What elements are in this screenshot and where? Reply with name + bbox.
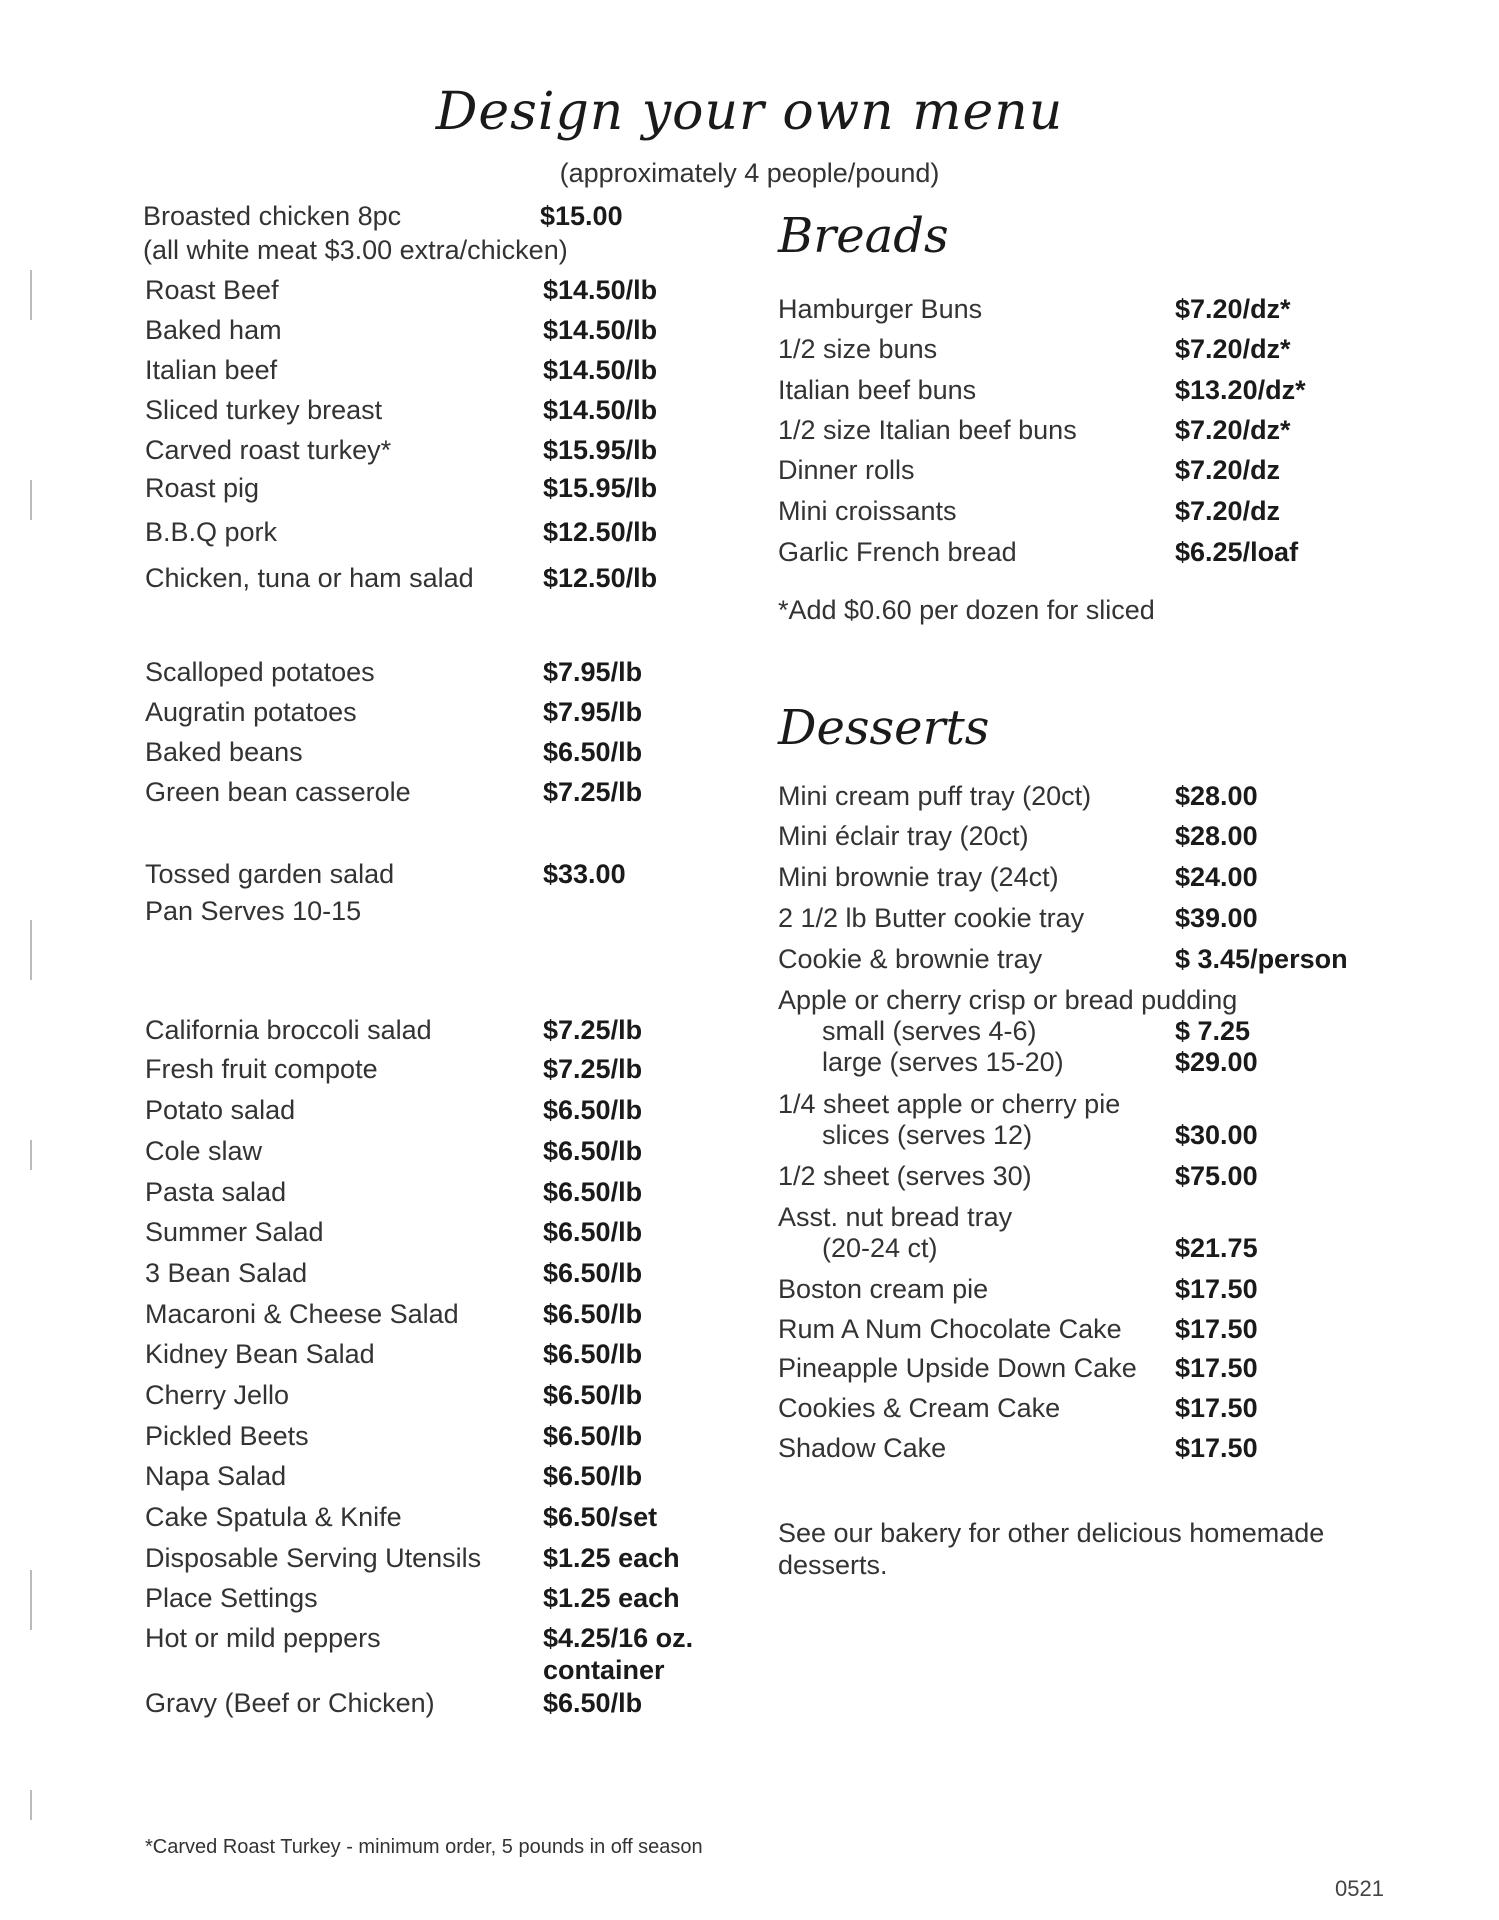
item-label: Napa Salad [145, 1461, 287, 1491]
item-label: Mini croissants [778, 496, 957, 526]
item-label: Shadow Cake [778, 1433, 947, 1463]
item-price: $12.50/lb [543, 517, 658, 547]
item-sub-label: (all white meat $3.00 extra/chicken) [143, 235, 568, 265]
item-price: $21.75 [1175, 1233, 1258, 1263]
item-price: $1.25 each [543, 1583, 680, 1613]
scan-margin-mark [30, 1140, 32, 1170]
item-label: 1/2 size Italian beef buns [778, 415, 1077, 445]
item-label: Asst. nut bread tray [778, 1202, 1013, 1232]
item-price: $28.00 [1175, 821, 1258, 851]
item-price: $30.00 [1175, 1120, 1258, 1150]
item-price: $14.50/lb [543, 355, 658, 385]
item-label: Carved roast turkey* [145, 435, 392, 465]
item-label: Broasted chicken 8pc [143, 201, 402, 231]
item-label: 1/4 sheet apple or cherry pie [778, 1089, 1121, 1119]
desserts-heading: Desserts [778, 700, 990, 756]
item-price: $75.00 [1175, 1161, 1258, 1191]
item-price: $15.95/lb [543, 473, 658, 503]
item-label: Green bean casserole [145, 777, 411, 807]
item-price: $6.50/lb [543, 1136, 643, 1166]
item-label: Cookies & Cream Cake [778, 1393, 1061, 1423]
item-label: (20-24 ct) [822, 1233, 938, 1263]
item-price: $6.50/lb [543, 1339, 643, 1369]
item-label: Roast Beef [145, 275, 279, 305]
page-title: Design your own menu [435, 82, 1064, 142]
item-label: Boston cream pie [778, 1274, 989, 1304]
item-label: Sliced turkey breast [145, 395, 383, 425]
item-price: $7.20/dz* [1175, 294, 1291, 324]
item-price: $14.50/lb [543, 275, 658, 305]
scan-margin-mark [30, 1570, 32, 1630]
scan-margin-mark [30, 480, 32, 520]
item-label: Mini éclair tray (20ct) [778, 821, 1029, 851]
item-label: Baked beans [145, 737, 303, 767]
item-label: Dinner rolls [778, 455, 915, 485]
item-label: Kidney Bean Salad [145, 1339, 375, 1369]
item-price: $7.25/lb [543, 777, 643, 807]
item-price: $14.50/lb [543, 315, 658, 345]
item-label: Baked ham [145, 315, 282, 345]
item-label: California broccoli salad [145, 1015, 432, 1045]
item-price: $24.00 [1175, 862, 1258, 892]
item-price: $17.50 [1175, 1353, 1258, 1383]
item-label: 2 1/2 lb Butter cookie tray [778, 903, 1085, 933]
item-label: Hamburger Buns [778, 294, 983, 324]
page-code: 0521 [1335, 1876, 1384, 1901]
item-price: $6.50/lb [543, 1177, 643, 1207]
item-price: $7.20/dz [1175, 496, 1281, 526]
desserts-note: See our bakery for other delicious homemade desserts. [778, 1518, 1325, 1580]
item-label: Augratin potatoes [145, 697, 357, 727]
item-price: $6.50/lb [543, 1380, 643, 1410]
item-label: Italian beef [145, 355, 278, 385]
footnote: *Carved Roast Turkey - minimum order, 5 pounds in off season [145, 1836, 703, 1858]
item-price: $7.20/dz* [1175, 415, 1291, 445]
item-price: $ 7.25 [1175, 1016, 1251, 1046]
item-label: Pasta salad [145, 1177, 287, 1207]
item-label: Macaroni & Cheese Salad [145, 1299, 459, 1329]
item-price: $6.25/loaf [1175, 537, 1299, 567]
scan-margin-mark [30, 920, 32, 980]
item-label: Tossed garden salad [145, 859, 395, 889]
item-label: Chicken, tuna or ham salad [145, 563, 474, 593]
item-price: $7.95/lb [543, 697, 643, 727]
item-label: 3 Bean Salad [145, 1258, 308, 1288]
item-price: $6.50/lb [543, 737, 643, 767]
item-label: Hot or mild peppers [145, 1623, 381, 1653]
item-label: Summer Salad [145, 1217, 324, 1247]
item-label: Mini brownie tray (24ct) [778, 862, 1059, 892]
item-price: $17.50 [1175, 1433, 1258, 1463]
item-price: $13.20/dz* [1175, 375, 1306, 405]
item-price: $17.50 [1175, 1393, 1258, 1423]
item-price: $6.50/lb [543, 1421, 643, 1451]
item-label: Potato salad [145, 1095, 296, 1125]
item-label: Cole slaw [145, 1136, 263, 1166]
item-label: B.B.Q pork [145, 517, 278, 547]
item-price: $12.50/lb [543, 563, 658, 593]
item-label: Cake Spatula & Knife [145, 1502, 402, 1532]
breads-heading: Breads [778, 208, 949, 264]
item-label: Place Settings [145, 1583, 318, 1613]
item-price: $7.25/lb [543, 1015, 643, 1045]
item-price: $1.25 each [543, 1543, 680, 1573]
item-price: $6.50/lb [543, 1688, 643, 1718]
item-price: $7.95/lb [543, 657, 643, 687]
item-price: $ 3.45/person [1175, 944, 1348, 974]
scan-margin-mark [30, 1790, 32, 1820]
page-subtitle: (approximately 4 people/pound) [559, 158, 940, 188]
item-label: Pineapple Upside Down Cake [778, 1353, 1137, 1383]
item-label: Apple or cherry crisp or bread pudding [778, 985, 1238, 1015]
item-price: $14.50/lb [543, 395, 658, 425]
item-price: $7.20/dz [1175, 455, 1281, 485]
item-label: Cherry Jello [145, 1380, 290, 1410]
item-price: $6.50/lb [543, 1299, 643, 1329]
item-sub-label: Pan Serves 10-15 [145, 896, 362, 926]
item-price: $6.50/lb [543, 1258, 643, 1288]
item-label: Rum A Num Chocolate Cake [778, 1314, 1122, 1344]
item-price: $33.00 [543, 859, 626, 889]
item-price: $39.00 [1175, 903, 1258, 933]
item-label: Disposable Serving Utensils [145, 1543, 482, 1573]
item-label: Roast pig [145, 473, 260, 503]
item-price: $17.50 [1175, 1314, 1258, 1344]
item-label: Scalloped potatoes [145, 657, 375, 687]
item-price: $28.00 [1175, 781, 1258, 811]
item-price-continued: container [543, 1655, 665, 1685]
item-price: $6.50/lb [543, 1217, 643, 1247]
item-label: slices (serves 12) [822, 1120, 1033, 1150]
item-price: $7.20/dz* [1175, 334, 1291, 364]
item-price: $4.25/16 oz. [543, 1623, 694, 1653]
item-price: $15.00 [540, 201, 623, 231]
item-price: $6.50/lb [543, 1095, 643, 1125]
item-price: $6.50/lb [543, 1461, 643, 1491]
scan-margin-mark [30, 270, 32, 320]
breads-note: *Add $0.60 per dozen for sliced [778, 595, 1155, 625]
item-price: $6.50/set [543, 1502, 658, 1532]
item-label: small (serves 4-6) [822, 1016, 1037, 1046]
item-label: Gravy (Beef or Chicken) [145, 1688, 435, 1718]
item-label: Fresh fruit compote [145, 1054, 378, 1084]
item-label: Mini cream puff tray (20ct) [778, 781, 1092, 811]
item-label: Pickled Beets [145, 1421, 309, 1451]
item-label: Italian beef buns [778, 375, 977, 405]
item-label: large (serves 15-20) [822, 1047, 1064, 1077]
item-price: $7.25/lb [543, 1054, 643, 1084]
item-label: Garlic French bread [778, 537, 1017, 567]
item-label: 1/2 size buns [778, 334, 938, 364]
item-price: $17.50 [1175, 1274, 1258, 1304]
item-label: Cookie & brownie tray [778, 944, 1043, 974]
item-label: 1/2 sheet (serves 30) [778, 1161, 1032, 1191]
item-price: $29.00 [1175, 1047, 1258, 1077]
item-price: $15.95/lb [543, 435, 658, 465]
